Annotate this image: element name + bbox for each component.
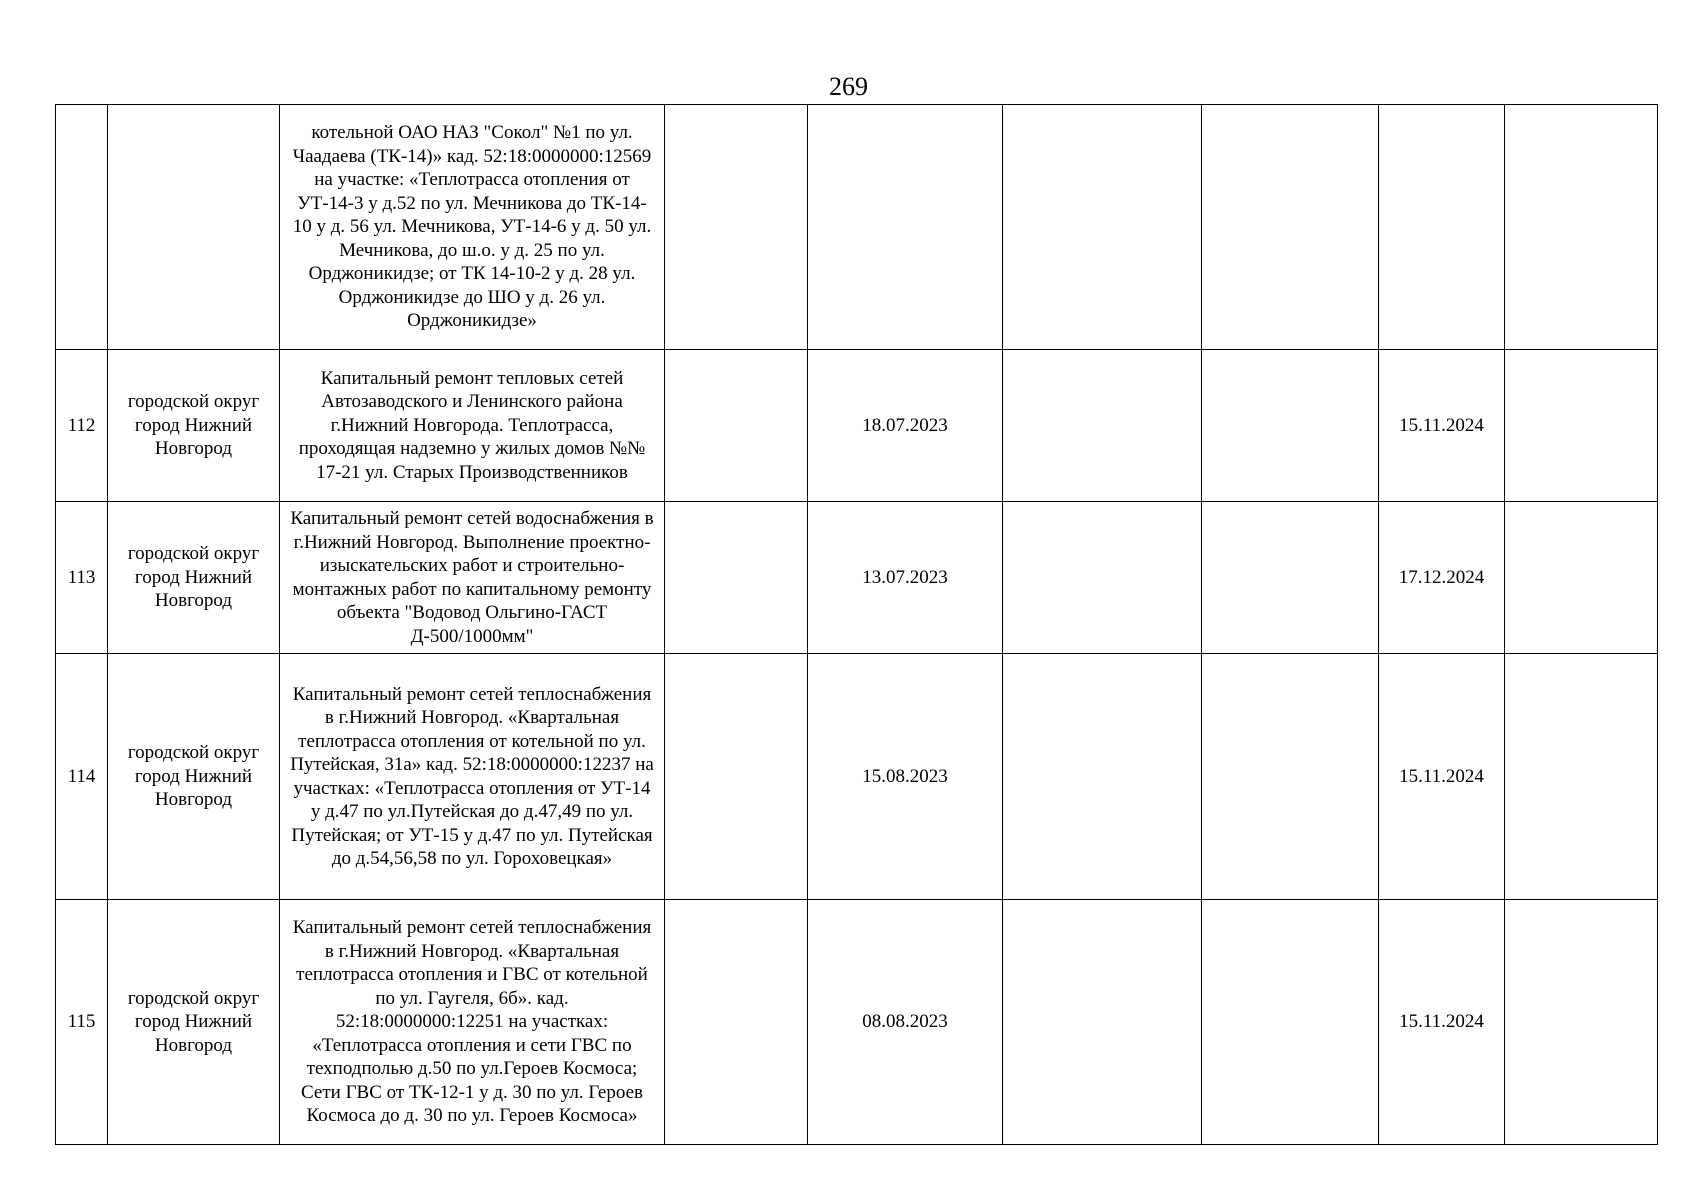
cell-col6: [1003, 350, 1202, 502]
cell-col7: [1202, 654, 1379, 900]
cell-description: Капитальный ремонт сетей теплоснабжения в г.Нижний Новгород. «Квартальная теплотрасса отопления от котельной по ул. Путейская, 31а» кад. 52:18:0000000:12237 на участках: «Теплотрасса отопления от УТ-14 у д.47 по ул.Путейская до д.47,49 по ул. Путейская; от УТ-15 у д.47 по ул. Путейская до д.54,56,58 по ул. Гороховецкая»: [280, 654, 665, 900]
cell-municipality: городской округ город Нижний Новгород: [108, 502, 280, 654]
table-row: [56, 350, 1658, 502]
table-row: [56, 105, 1658, 350]
cell-col6: [1003, 105, 1202, 350]
cell-end-date: 15.11.2024: [1379, 350, 1505, 502]
cell-col4: [665, 654, 808, 900]
cell-start-date: 15.08.2023: [808, 654, 1003, 900]
cell-col7: [1202, 105, 1379, 350]
cell-col4: [665, 350, 808, 502]
cell-col9: [1505, 900, 1658, 1145]
cell-col4: [665, 900, 808, 1145]
cell-number: 113: [56, 502, 108, 654]
table-row: [56, 654, 1658, 900]
cell-description: Капитальный ремонт тепловых сетей Автозаводского и Ленинского района г.Нижний Новгорода. Теплотрасса, проходящая надземно у жилых домов №№ 17-21 ул. Старых Производственников: [280, 350, 665, 502]
cell-number: 112: [56, 350, 108, 502]
cell-col9: [1505, 654, 1658, 900]
cell-end-date: 17.12.2024: [1379, 502, 1505, 654]
cell-col6: [1003, 654, 1202, 900]
cell-municipality: городской округ город Нижний Новгород: [108, 350, 280, 502]
cell-col7: [1202, 502, 1379, 654]
cell-start-date: 13.07.2023: [808, 502, 1003, 654]
cell-col9: [1505, 502, 1658, 654]
cell-start-date: 08.08.2023: [808, 900, 1003, 1145]
cell-col4: [665, 105, 808, 350]
cell-col7: [1202, 900, 1379, 1145]
cell-municipality: городской округ город Нижний Новгород: [108, 900, 280, 1145]
cell-end-date: 15.11.2024: [1379, 654, 1505, 900]
cell-col6: [1003, 502, 1202, 654]
cell-start-date: 18.07.2023: [808, 350, 1003, 502]
cell-municipality: [108, 105, 280, 350]
table-row: [56, 502, 1658, 654]
cell-description: Капитальный ремонт сетей теплоснабжения в г.Нижний Новгород. «Квартальная теплотрасса отопления и ГВС от котельной по ул. Гаугеля, 6б». кад. 52:18:0000000:12251 на участках: «Теплотрасса отопления и сети ГВС по техподполью д.50 по ул.Героев Космоса; Сети ГВС от ТК-12-1 у д. 30 по ул. Героев Космоса до д. 30 по ул. Героев Космоса»: [280, 900, 665, 1145]
cell-col4: [665, 502, 808, 654]
cell-col7: [1202, 350, 1379, 502]
registry-table: [55, 104, 1658, 1145]
cell-number: 114: [56, 654, 108, 900]
cell-number: 115: [56, 900, 108, 1145]
cell-col9: [1505, 350, 1658, 502]
cell-description: котельной ОАО НАЗ "Сокол" №1 по ул. Чаадаева (ТК-14)» кад. 52:18:0000000:12569 на участке: «Теплотрасса отопления от УТ-14-3 у д.52 по ул. Мечникова до ТК-14-10 у д. 56 ул. Мечникова, УТ-14-6 у д. 50 ул. Мечникова, до ш.о. у д. 25 по ул. Орджоникидзе; от ТК 14-10-2 у д. 28 ул. Орджоникидзе до ШО у д. 26 ул. Орджоникидзе»: [280, 105, 665, 350]
cell-municipality: городской округ город Нижний Новгород: [108, 654, 280, 900]
cell-number: [56, 105, 108, 350]
cell-end-date: 15.11.2024: [1379, 900, 1505, 1145]
cell-col9: [1505, 105, 1658, 350]
cell-col6: [1003, 900, 1202, 1145]
cell-description: Капитальный ремонт сетей водоснабжения в г.Нижний Новгород. Выполнение проектно-изыскательских работ и строительно-монтажных работ по капитальному ремонту объекта "Водовод Ольгино-ГАСТ Д-500/1000мм": [280, 502, 665, 654]
cell-start-date: [808, 105, 1003, 350]
cell-end-date: [1379, 105, 1505, 350]
page-number: 269: [829, 72, 868, 101]
table-row: [56, 900, 1658, 1145]
